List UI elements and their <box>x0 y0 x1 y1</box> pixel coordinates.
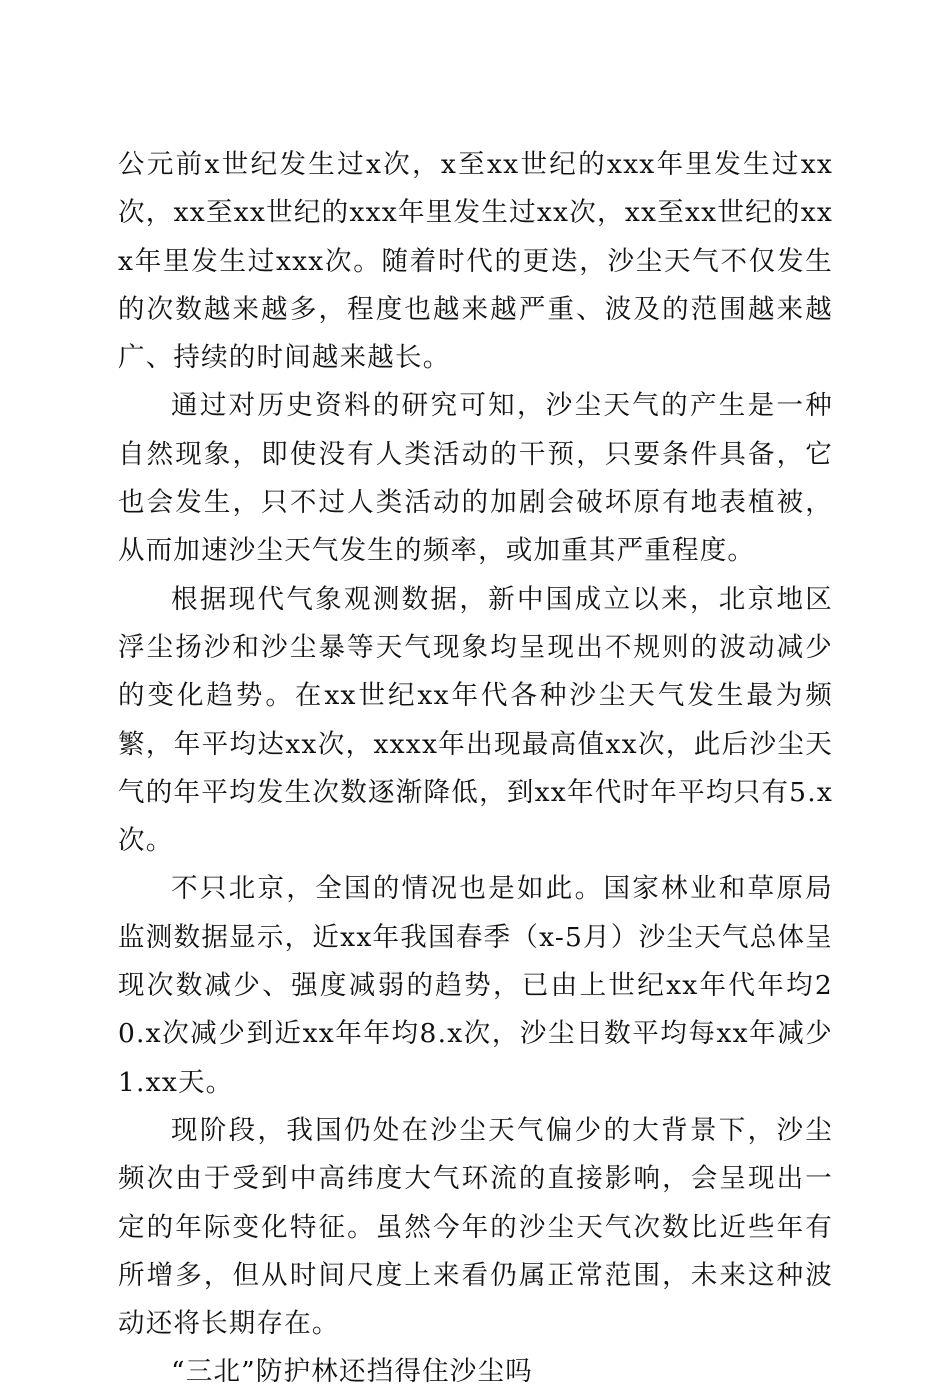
document-body <box>118 141 833 1397</box>
paragraph-2: 通过对历史资料的研究可知，沙尘天气的产生是一种自然现象，即使没有人类活动的干预，只要条件具备，它也会发生，只不过人类活动的加剧会破坏原有地表植被，从而加速沙尘天气发生的频率，或加重其严重程度。 <box>118 390 833 567</box>
paragraph-3: 根据现代气象观测数据，新中国成立以来，北京地区浮尘扬沙和沙尘暴等天气现象均呈现出不规则的波动减少的变化趋势。在xx世纪xx年代各种沙尘天气发生最为频繁，年平均达xx次，xxxx年出现最高值xx次，此后沙尘天气的年平均发生次数逐渐降低，到xx年代时年平均只有5.x次。 <box>118 583 833 857</box>
paragraph-4: 不只北京，全国的情况也是如此。国家林业和草原局监测数据显示，近xx年我国春季（x-5月）沙尘天气总体呈现次数减少、强度减弱的趋势，已由上世纪xx年代年均20.x次减少到近xx年年均8.x次，沙尘日数平均每xx年减少1.xx天。 <box>118 873 833 1098</box>
paragraph-1: 公元前x世纪发生过x次，x至xx世纪的xxx年里发生过xx次，xx至xx世纪的xxx年里发生过xx次，xx至xx世纪的xxx年里发生过xxx次。随着时代的更迭，沙尘天气不仅发生的次数越来越多，程度也越来越严重、波及的范围越来越广、持续的时间越来越长。 <box>118 149 833 374</box>
section-heading: “三北”防护林还挡得住沙尘吗 <box>171 1356 533 1388</box>
paragraph-5: 现阶段，我国仍处在沙尘天气偏少的大背景下，沙尘频次由于受到中高纬度大气环流的直接影响，会呈现出一定的年际变化特征。虽然今年的沙尘天气次数比近些年有所增多，但从时间尺度上来看仍属正常范围，未来这种波动还将长期存在。 <box>118 1114 833 1340</box>
